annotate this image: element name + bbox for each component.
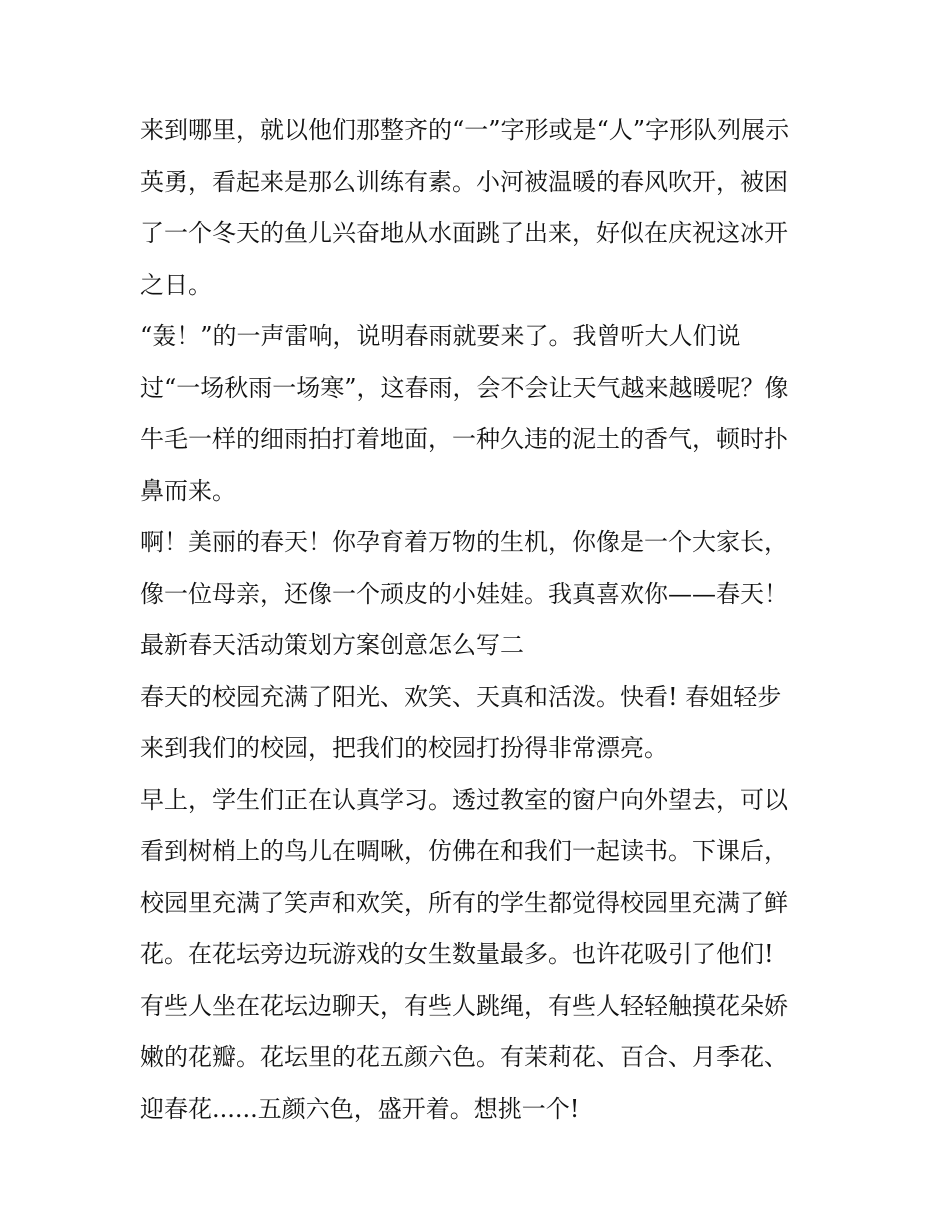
text-line: 来到哪里，就以他们那整齐的“一”字形或是“人”字形队列展示 <box>140 116 790 144</box>
text-line: 春天的校园充满了阳光、欢笑、天真和活泼。快看! 春姐轻步 <box>140 682 782 711</box>
text-line: 像一位母亲，还像一个顽皮的小娃娃。我真喜欢你——春天！ <box>140 579 788 608</box>
text-line: 过“一场秋雨一场寒”，这春雨，会不会让天气越来越暖呢？像 <box>140 373 789 402</box>
text-line: 嫩的花瓣。花坛里的花五颜六色。有茉莉花、百合、月季花、 <box>140 1043 788 1071</box>
section-heading: 最新春天活动策划方案创意怎么写二 <box>140 631 524 659</box>
text-line: 迎春花......五颜六色，盛开着。想挑一个! <box>140 1094 580 1123</box>
text-line: 牛毛一样的细雨拍打着地面，一种久违的泥土的香气，顿时扑 <box>140 425 788 453</box>
text-line: 花。在花坛旁边玩游戏的女生数量最多。也许花吸引了他们! <box>140 940 774 968</box>
text-line: 了一个冬天的鱼儿兴奋地从水面跳了出来，好似在庆祝这冰开 <box>140 219 788 247</box>
document-body <box>140 105 820 1135</box>
text-line: 看到树梢上的鸟儿在啁啾，仿佛在和我们一起读书。下课后， <box>140 837 788 865</box>
text-line: 鼻而来。 <box>140 476 236 505</box>
text-line: 来到我们的校园，把我们的校园打扮得非常漂亮。 <box>140 734 668 762</box>
text-line: 英勇，看起来是那么训练有素。小河被温暖的春风吹开，被困 <box>140 167 788 196</box>
text-line: 早上，学生们正在认真学习。透过教室的窗户向外望去，可以 <box>140 785 788 814</box>
text-line: 有些人坐在花坛边聊天，有些人跳绳，有些人轻轻触摸花朵娇 <box>140 991 788 1020</box>
text-line: 啊！美丽的春天！你孕育着万物的生机，你像是一个大家长， <box>140 528 788 556</box>
text-line: “轰！”的一声雷响，说明春雨就要来了。我曾听大人们说 <box>140 322 741 350</box>
text-line: 校园里充满了笑声和欢笑，所有的学生都觉得校园里充满了鲜 <box>140 888 788 917</box>
text-line: 之日。 <box>140 270 212 299</box>
